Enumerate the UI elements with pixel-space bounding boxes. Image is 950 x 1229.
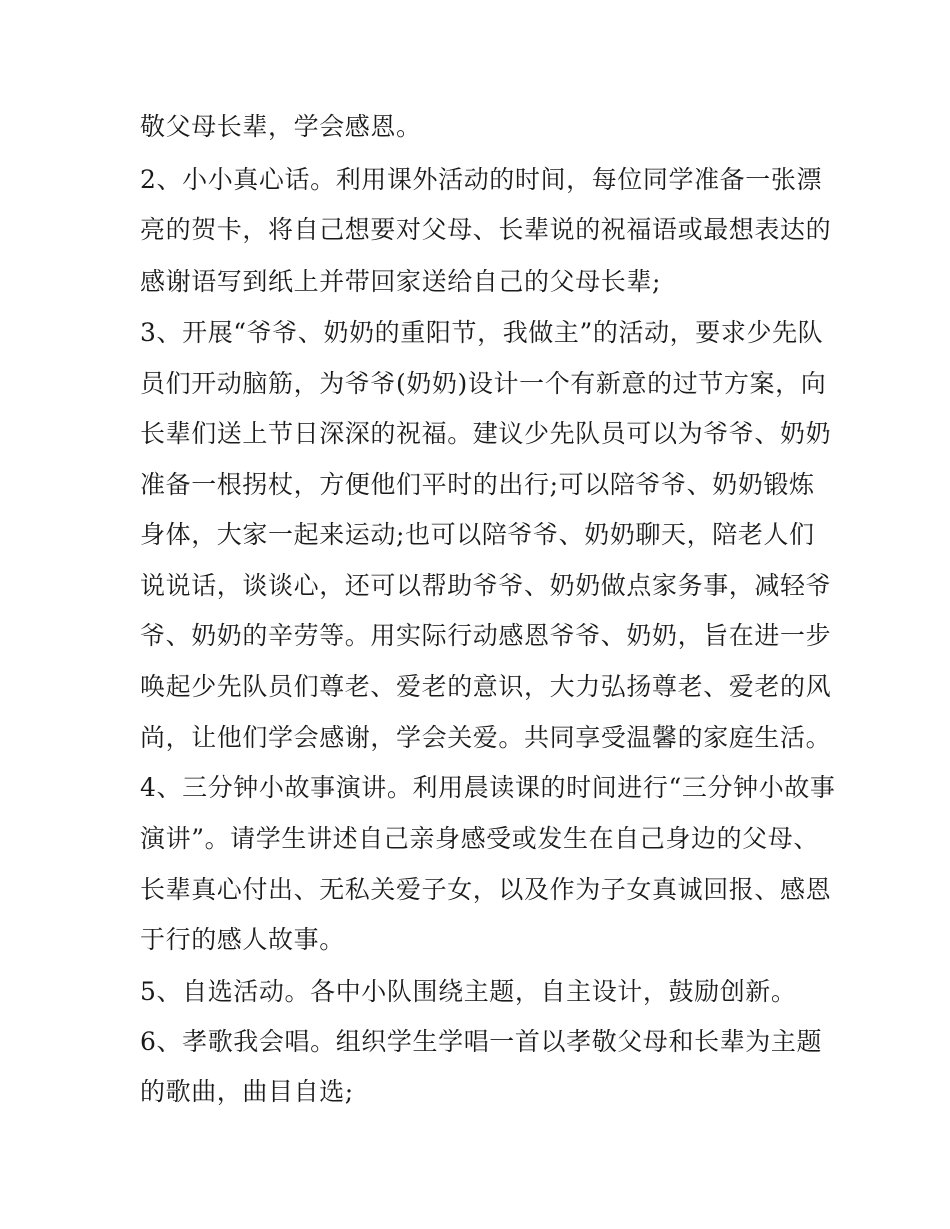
- text-line: 唤起少先队员们尊老、爱老的意识，大力弘扬尊老、爱老的风: [140, 672, 832, 701]
- text-line: 长辈真心付出、无私关爱子女，以及作为子女真诚回报、感恩: [140, 875, 832, 904]
- text-line: 身体，大家一起来运动;也可以陪爷爷、奶奶聊天，陪老人们: [140, 520, 815, 549]
- text-line: 说说话，谈谈心，还可以帮助爷爷、奶奶做点家务事，减轻爷: [140, 571, 832, 600]
- text-line: 于行的感人故事。: [140, 925, 345, 954]
- text-line: 感谢语写到纸上并带回家送给自己的父母长辈;: [140, 267, 662, 296]
- text-line: 尚，让他们学会感谢，学会关爱。共同享受温馨的家庭生活。: [140, 723, 832, 752]
- text-line: 3、开展“爷爷、奶奶的重阳节，我做主”的活动，要求少先队: [140, 318, 824, 347]
- text-line: 员们开动脑筋，为爷爷(奶奶)设计一个有新意的过节方案，向: [140, 369, 827, 398]
- text-line: 亮的贺卡，将自己想要对父母、长辈说的祝福语或最想表达的: [140, 215, 832, 244]
- text-line: 4、三分钟小故事演讲。利用晨读课的时间进行“三分钟小故事: [140, 773, 836, 802]
- text-line: 2、小小真心话。利用课外活动的时间，每位同学准备一张漂: [140, 165, 823, 194]
- text-line: 爷、奶奶的辛劳等。用实际行动感恩爷爷、奶奶，旨在进一步: [140, 621, 832, 650]
- text-line: 演讲”。请学生讲述自己亲身感受或发生在自己身边的父母、: [140, 824, 819, 853]
- text-line: 敬父母长辈，学会感恩。: [140, 112, 422, 141]
- text-line: 的歌曲，曲目自选;: [140, 1077, 354, 1106]
- text-line: 准备一根拐杖，方便他们平时的出行;可以陪爷爷、奶奶锻炼: [140, 470, 815, 499]
- text-line: 长辈们送上节日深深的祝福。建议少先队员可以为爷爷、奶奶: [140, 419, 832, 448]
- text-line: 5、自选活动。各中小队围绕主题，自主设计，鼓励创新。: [140, 977, 797, 1006]
- text-line: 6、孝歌我会唱。组织学生学唱一首以孝敬父母和长辈为主题: [140, 1027, 823, 1056]
